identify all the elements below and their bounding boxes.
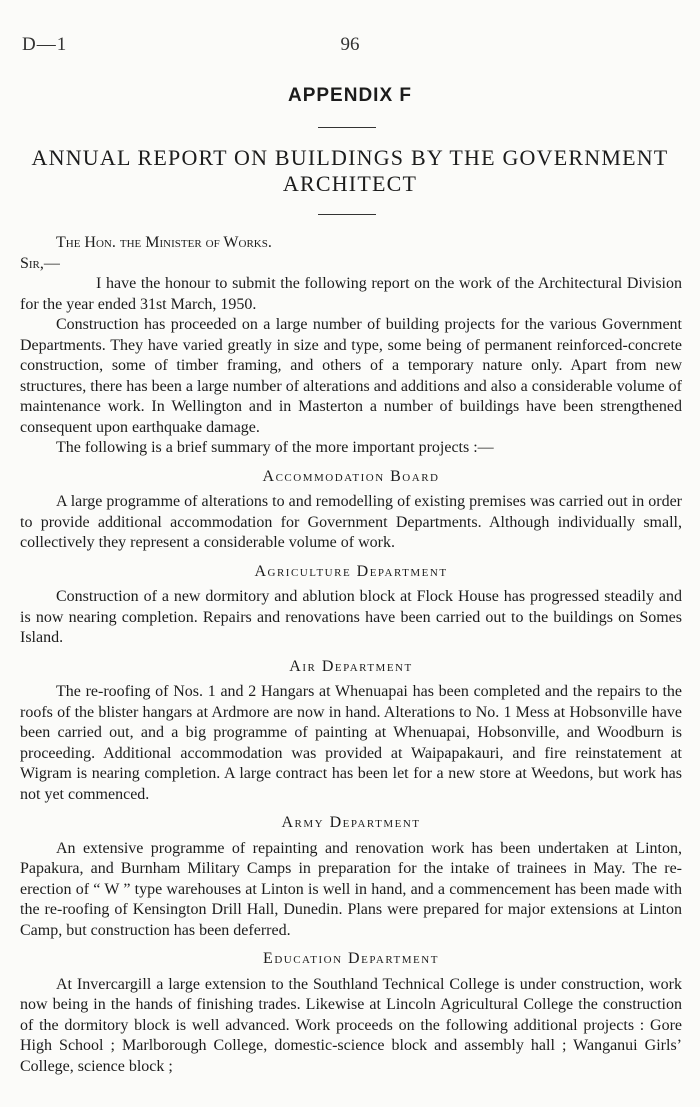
intro-paragraph: I have the honour to submit the following report on the work of the Architectural Division for the year ended 31st March, 1950. [20, 275, 682, 313]
section-paragraph: At Invercargill a large extension to the Southland Technical College is under construction, work now being in the hands of finishing trades. Likewise at Lincoln Agricultural College the construction of the dormitory block is well advanced. Work proceeds on the following additional projects : Gore High School ; Marlborough College, domestic-science block and assembly hall ; Wanganui Girls’ College, science block ; [20, 975, 682, 1075]
section-paragraph: An extensive programme of repainting and renovation work has been undertaken at Linton, Papakura, and Burnham Military Camps in preparation for the intake of trainees in May. The re-erection of “ W ” type warehouses at Linton is well in hand, and a commencement has been made with the re-roofing of Kensington Drill Hall, Dunedin. Plans were prepared for major extensions at Linton Camp, but construction has been deferred. [20, 839, 682, 939]
divider-rule [318, 127, 376, 128]
greeting-line: Sir,— [20, 254, 60, 272]
section-heading: Agriculture Department [254, 562, 448, 580]
section-heading: Accommodation Board [262, 467, 440, 485]
section-paragraph: A large programme of alterations to and remodelling of existing premises was carried out in order to provide additional accommodation for Government Departments. Although individually small, collectively they represent a considerable volume of work. [20, 493, 682, 551]
section-code: D—1 [22, 34, 68, 55]
section-heading: Air Department [289, 657, 413, 675]
report-body [20, 233, 682, 1077]
addressee-line: The Hon. the Minister of Works. [56, 234, 272, 251]
section-heading: Army Department [281, 814, 421, 831]
page-number: 96 [340, 34, 360, 55]
intro-paragraph: The following is a brief summary of the more important projects :— [56, 439, 494, 456]
section-paragraph: Construction of a new dormitory and ablution block at Flock House has progressed steadily and is now nearing completion. Repairs and renovations have been carried out to the buildings on Somes Island. [20, 588, 682, 646]
report-title: ANNUAL REPORT ON BUILDINGS BY THE GOVERNMENT ARCHITECT [31, 145, 669, 196]
section-heading: Education Department [263, 950, 439, 967]
divider-rule [318, 214, 376, 215]
intro-paragraph: Construction has proceeded on a large number of building projects for the various Government Departments. They have varied greatly in size and type, some being of permanent reinforced-concrete construction, some of timber framing, and others of a temporary nature only. Apart from new structures, there has been a large number of alterations and additions and also a considerable volume of maintenance work. In Wellington and in Masterton a number of buildings have been strengthened consequent upon earthquake damage. [20, 316, 682, 436]
section-paragraph: The re-roofing of Nos. 1 and 2 Hangars at Whenuapai has been completed and the repairs to the roofs of the blister hangars at Ardmore are now in hand. Alterations to No. 1 Mess at Hobsonville have been carried out, and a big programme of painting at Whenuapai, Hobsonville, and Woodburn is proceeding. Additional accommodation was provided at Waipapakauri, and fire reinstatement at Wigram is nearing completion. A large contract has been let for a new store at Weedons, but work has not yet commenced. [20, 683, 682, 803]
appendix-label: APPENDIX F [287, 85, 413, 106]
